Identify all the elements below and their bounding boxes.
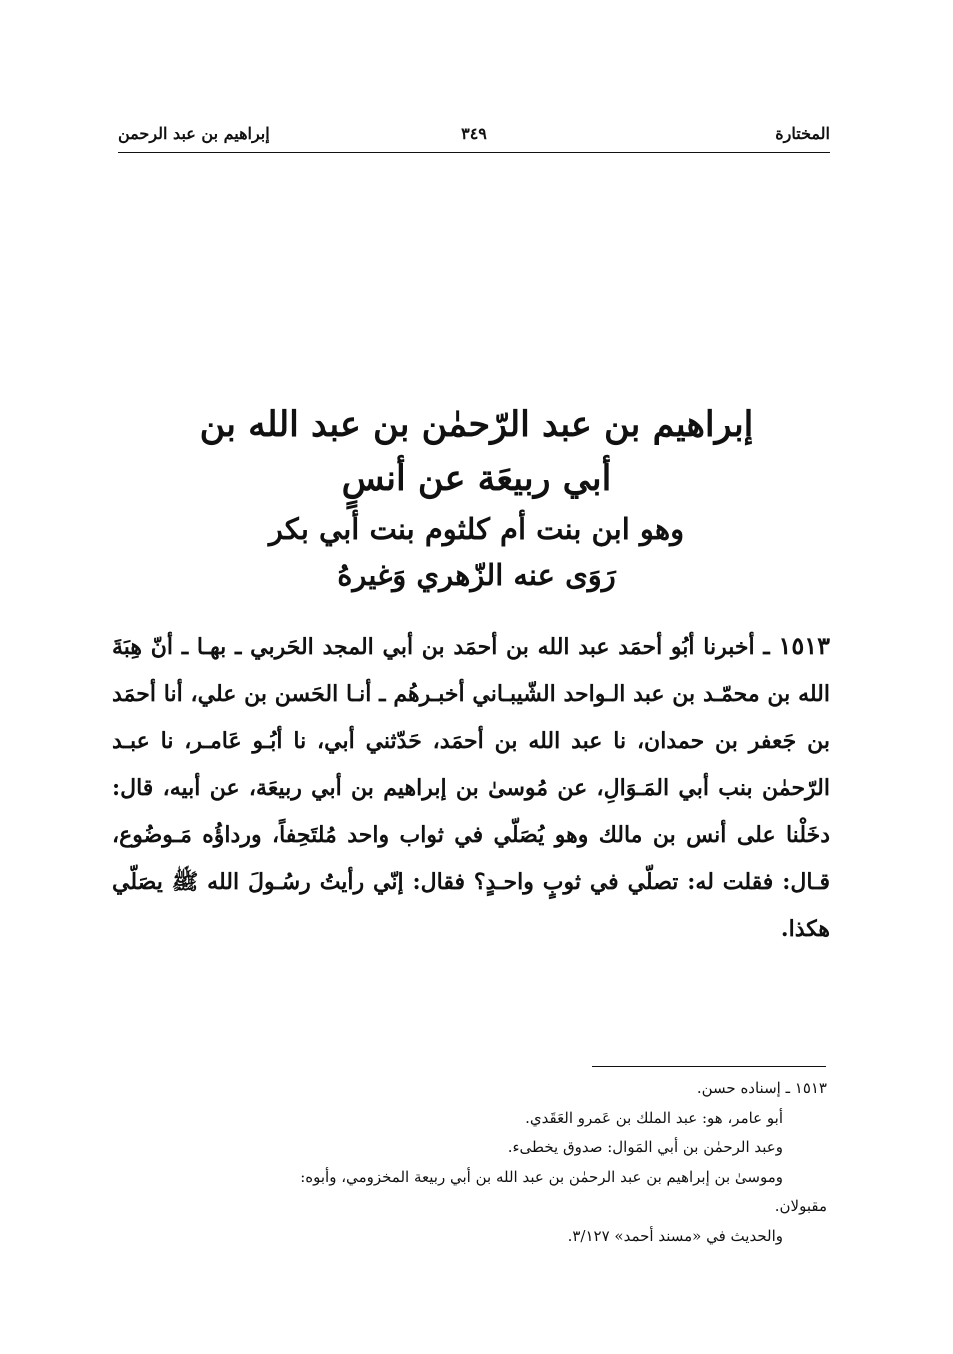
title-line-2: أبي ربيعَة عن أنسٍ: [341, 458, 612, 499]
chapter-name: إبراهيم بن عبد الرحمن: [118, 124, 270, 143]
footnote-divider: [592, 1066, 826, 1067]
hadith-number: ١٥١٣: [778, 631, 830, 660]
footnotes: [112, 1074, 827, 1251]
footnote-line: ١٥١٣ ـ إسناده حسن.: [696, 1079, 827, 1097]
footnote-line: والحديث في «مسند أحمد» ٣/١٢٧.: [567, 1226, 783, 1245]
footnote-line: وعبد الرحمٰن بن أبي المَوال: صدوق يخطىء.: [507, 1138, 783, 1156]
running-header: [118, 118, 830, 153]
book-name: المختارة: [775, 124, 830, 143]
chapter-title: [130, 398, 823, 598]
page-number: ٣٤٩: [461, 124, 487, 143]
hadith-paragraph: [112, 622, 830, 953]
footnote-line: أبو عامر، هو: عبد الملك بن عَمرو العَقَدي.: [525, 1108, 783, 1127]
title-line-1: إبراهيم بن عبد الرّحمٰن بن عبد الله بن: [199, 404, 754, 445]
hadith-text: ـ أخبرنا أبُو أحمَد عبد الله بن أحمَد بن أبي المجد الحَربي ـ بهـا ـ أنّ هِبَةَ الله بن محمّـد بن عبد الـواحد الشّيبـاني أخبـرهُم ـ أنـا الحَسن بن علي، أنا أحمَد بن جَعفر بن حمدان، نا عبد الله بن أحمَد، حَدّثني أبي، نا أبُـو عَامـر، نا عبـد الرّحمٰن بنب أبي المَـوَالِ، عن مُوسىٰ بن إبراهيم بن أبي ربيعَة، عن أبيه، قال: دخَلْنا على أنس بن مالك وهو يُصَلّي في ثواب واحد مُلتَحِفاً، ورداؤُه مَـوضُوع، قـال: فقلت له: تصلّي في ثوبٍ واحـدٍ؟ فقال: إنّي رأيتُ رسُـولَ الله ﷺ يصَلّي هكذا.: [112, 634, 830, 942]
footnote-line: مقبولان.: [774, 1197, 827, 1215]
title-line-3: وهو ابن بنت أم كلثوم بنت أبي بكر: [268, 512, 685, 546]
title-line-4: رَوَى عنه الزّهري وَغيرهُ: [337, 558, 616, 592]
footnote-line: وموسىٰ بن إبراهيم بن عبد الرحمٰن بن عبد الله بن أبي ربيعة المخزومي، وأبوه:: [300, 1167, 783, 1186]
